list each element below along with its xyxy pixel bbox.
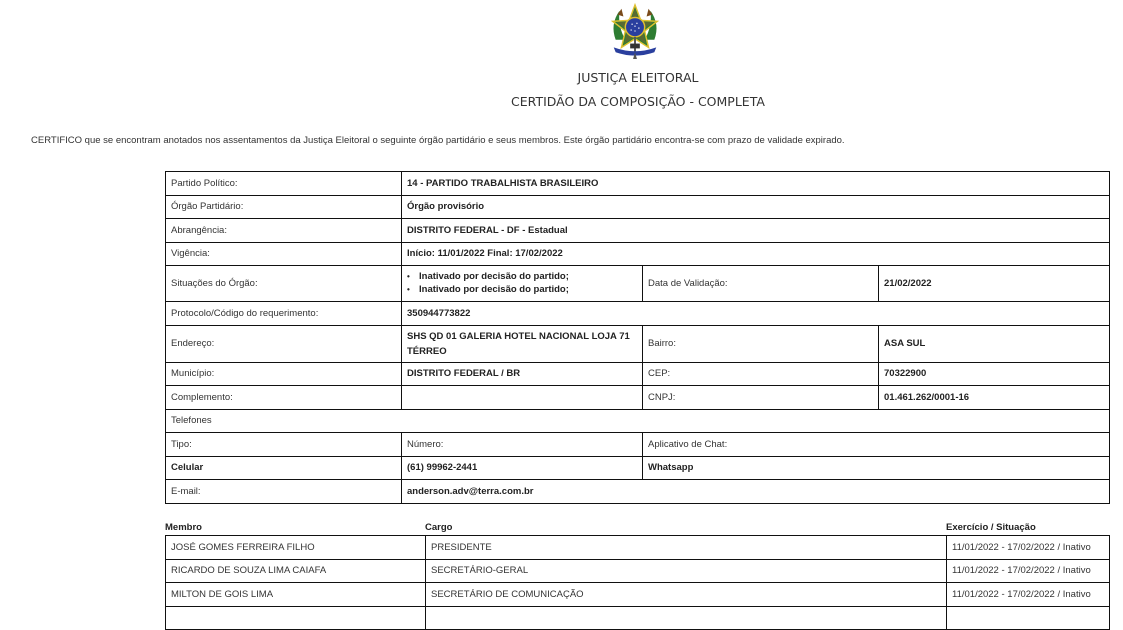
email-value: anderson.adv@terra.com.br xyxy=(402,480,1110,504)
protocolo-value: 350944773822 xyxy=(402,302,1110,326)
table-row xyxy=(166,559,1110,583)
bairro-value: ASA SUL xyxy=(879,325,1110,362)
row-telefone-headers xyxy=(166,433,1110,457)
aplicativo-label: Aplicativo de Chat: xyxy=(643,433,1110,457)
situacoes-list xyxy=(407,271,637,296)
telefones-label: Telefones xyxy=(166,409,1110,433)
vigencia-label: Vigência: xyxy=(166,242,402,266)
brazil-coat-of-arms-icon xyxy=(606,0,664,62)
member-exercicio: 11/01/2022 - 17/02/2022 / Inativo xyxy=(947,536,1110,560)
situacao-item: • Inativado por decisão do partido; xyxy=(419,271,637,284)
situacoes-label: Situações do Órgão: xyxy=(166,266,402,302)
data-validacao-value: 21/02/2022 xyxy=(879,266,1110,302)
members-table xyxy=(165,535,1110,630)
email-label: E-mail: xyxy=(166,480,402,504)
row-partido xyxy=(166,172,1110,196)
member-exercicio: 11/01/2022 - 17/02/2022 / Inativo xyxy=(947,559,1110,583)
member-exercicio xyxy=(947,606,1110,630)
abrangencia-value: DISTRITO FEDERAL - DF - Estadual xyxy=(402,219,1110,243)
bairro-label: Bairro: xyxy=(643,325,879,362)
row-situacoes xyxy=(166,266,1110,302)
header-title: JUSTIÇA ELEITORAL xyxy=(577,70,699,85)
certificate-text: CERTIFICO que se encontram anotados nos assentamentos da Justiça Eleitoral o seguinte órgão partidário e seus membros. Este órgão partidário encontra-se com prazo de validade expirado. xyxy=(31,135,845,146)
situacoes-value xyxy=(402,266,643,302)
table-row xyxy=(166,583,1110,607)
header-subtitle: CERTIDÃO DA COMPOSIÇÃO - COMPLETA xyxy=(511,94,765,109)
member-name: JOSÉ GOMES FERREIRA FILHO xyxy=(166,536,426,560)
cnpj-label: CNPJ: xyxy=(643,386,879,410)
table-row xyxy=(166,606,1110,630)
member-name: MILTON DE GOIS LIMA xyxy=(166,583,426,607)
member-name: RICARDO DE SOUZA LIMA CAIAFA xyxy=(166,559,426,583)
complemento-value xyxy=(402,386,643,410)
tipo-value: Celular xyxy=(166,456,402,480)
row-telefones xyxy=(166,409,1110,433)
party-info-table xyxy=(165,171,1110,504)
numero-label: Número: xyxy=(402,433,643,457)
member-cargo: PRESIDENTE xyxy=(426,536,947,560)
cep-label: CEP: xyxy=(643,362,879,386)
row-email xyxy=(166,480,1110,504)
member-cargo xyxy=(426,606,947,630)
partido-label: Partido Político: xyxy=(166,172,402,196)
row-protocolo xyxy=(166,302,1110,326)
abrangencia-label: Abrangência: xyxy=(166,219,402,243)
members-header-membro: Membro xyxy=(165,522,202,533)
row-endereco xyxy=(166,325,1110,362)
endereco-text: SHS QD 01 GALERIA HOTEL NACIONAL LOJA 71 TÉRREO xyxy=(407,330,630,357)
cnpj-value: 01.461.262/0001-16 xyxy=(879,386,1110,410)
row-municipio xyxy=(166,362,1110,386)
row-complemento xyxy=(166,386,1110,410)
row-vigencia xyxy=(166,242,1110,266)
orgao-label: Órgão Partidário: xyxy=(166,195,402,219)
members-header-cargo: Cargo xyxy=(425,522,453,533)
member-cargo: SECRETÁRIO DE COMUNICAÇÃO xyxy=(426,583,947,607)
row-telefone-values xyxy=(166,456,1110,480)
member-name xyxy=(166,606,426,630)
complemento-label: Complemento: xyxy=(166,386,402,410)
aplicativo-value: Whatsapp xyxy=(643,456,1110,480)
member-cargo: SECRETÁRIO-GERAL xyxy=(426,559,947,583)
row-orgao xyxy=(166,195,1110,219)
table-row xyxy=(166,536,1110,560)
vigencia-value: Início: 11/01/2022 Final: 17/02/2022 xyxy=(402,242,1110,266)
members-header-exercicio: Exercício / Situação xyxy=(946,522,1036,533)
cep-value: 70322900 xyxy=(879,362,1110,386)
row-abrangencia xyxy=(166,219,1110,243)
endereco-value xyxy=(402,325,643,362)
partido-value: 14 - PARTIDO TRABALHISTA BRASILEIRO xyxy=(402,172,1110,196)
protocolo-label: Protocolo/Código do requerimento: xyxy=(166,302,402,326)
tipo-label: Tipo: xyxy=(166,433,402,457)
municipio-value: DISTRITO FEDERAL / BR xyxy=(402,362,643,386)
orgao-value: Órgão provisório xyxy=(402,195,1110,219)
municipio-label: Município: xyxy=(166,362,402,386)
data-validacao-label: Data de Validação: xyxy=(643,266,879,302)
endereco-label: Endereço: xyxy=(166,325,402,362)
situacao-item: • Inativado por decisão do partido; xyxy=(419,284,637,297)
numero-value: (61) 99962-2441 xyxy=(402,456,643,480)
member-exercicio: 11/01/2022 - 17/02/2022 / Inativo xyxy=(947,583,1110,607)
